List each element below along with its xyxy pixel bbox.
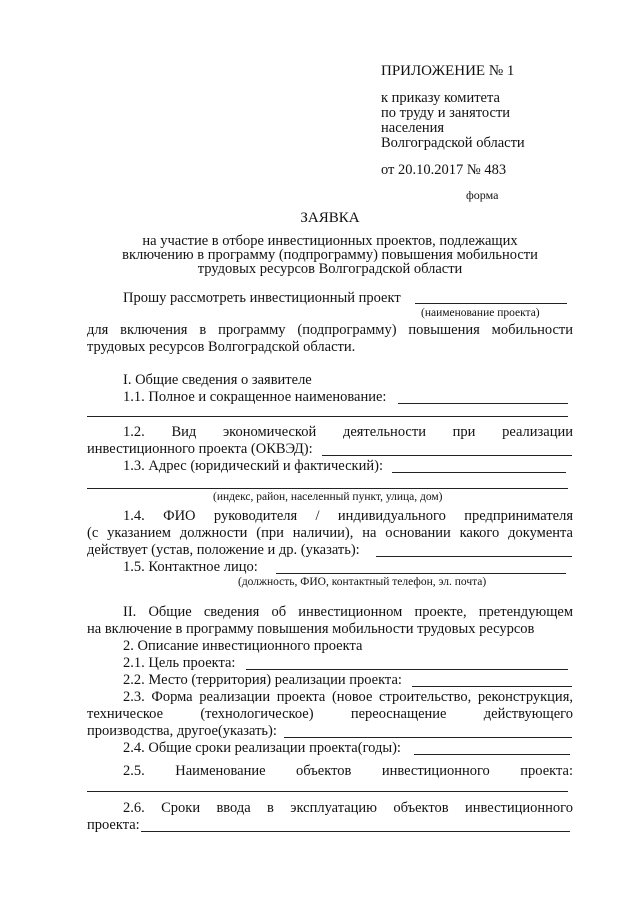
director-field[interactable] (376, 556, 572, 557)
section-2-heading-line-2: на включение в программу повышения мобильности трудовых ресурсов (87, 621, 535, 637)
full-name-field-continued[interactable] (87, 416, 568, 417)
project-objects-field[interactable] (87, 791, 568, 792)
commissioning-terms-field[interactable] (141, 831, 570, 832)
item-2-3-line-2: техническое (технологическое) переоснащение действующего (87, 706, 573, 722)
project-goal-field[interactable] (246, 669, 568, 670)
section-2-heading-line-1: II. Общие сведения об инвестиционном проекте, претендующем (123, 604, 573, 620)
order-line-2: по труду и занятости (381, 105, 511, 121)
contact-person-field[interactable] (276, 573, 566, 574)
full-name-field[interactable] (398, 403, 568, 404)
document-title: ЗАЯВКА (300, 210, 360, 226)
item-2-2-label: 2.2. Место (территория) реализации проекта: (123, 672, 402, 688)
project-name-hint: (наименование проекта) (421, 307, 540, 319)
item-2-3-line-3: производства, другое(указать): (87, 723, 277, 739)
appendix-title: ПРИЛОЖЕНИЕ № 1 (381, 63, 515, 79)
form-label: форма (466, 188, 499, 202)
request-line-3: трудовых ресурсов Волгоградской области. (87, 339, 356, 355)
request-line-2: для включения в программу (подпрограмму) повышения мобильности (87, 322, 573, 338)
title-line-1: на участие в отборе инвестиционных проектов, подлежащих (142, 233, 518, 249)
order-line-4: Волгоградской области (381, 135, 525, 151)
item-2-1-label: 2.1. Цель проекта: (123, 655, 236, 671)
project-location-field[interactable] (412, 686, 572, 687)
item-2-6-line-2: проекта: (87, 817, 140, 833)
okved-field[interactable] (322, 455, 572, 456)
item-1-2-line-1: 1.2. Вид экономической деятельности при реализации (123, 424, 573, 440)
item-1-4-line-1: 1.4. ФИО руководителя / индивидуального предпринимателя (123, 508, 573, 524)
item-1-4-line-3: действует (устав, положение и др. (указать): (87, 542, 360, 558)
address-field-continued[interactable] (87, 488, 568, 489)
item-1-4-line-2: (с указанием должности (при наличии), на основании какого документа (87, 525, 573, 541)
order-line-3: населения (381, 120, 445, 136)
item-2-4-label: 2.4. Общие сроки реализации проекта(годы): (123, 740, 401, 756)
item-2-5-label: 2.5. Наименование объектов инвестиционного проекта: (123, 763, 573, 779)
order-line-1: к приказу комитета (381, 90, 500, 106)
address-field[interactable] (392, 472, 566, 473)
item-2-6-line-1: 2.6. Сроки ввода в эксплуатацию объектов инвестиционного (123, 800, 573, 816)
item-1-5-label: 1.5. Контактное лицо: (123, 559, 258, 575)
item-2-label: 2. Описание инвестиционного проекта (123, 638, 363, 654)
item-1-3-label: 1.3. Адрес (юридический и фактический): (123, 458, 383, 474)
title-line-3: трудовых ресурсов Волгоградской области (197, 261, 463, 277)
address-hint: (индекс, район, населенный пункт, улица, дом) (213, 491, 443, 503)
project-terms-field[interactable] (414, 754, 570, 755)
project-name-field[interactable] (415, 303, 567, 304)
implementation-form-field[interactable] (284, 737, 572, 738)
title-line-2: включению в программу (подпрограмму) повышения мобильности (122, 247, 538, 263)
contact-person-hint: (должность, ФИО, контактный телефон, эл. почта) (238, 576, 487, 588)
section-1-heading: I. Общие сведения о заявителе (123, 372, 312, 388)
order-date: от 20.10.2017 № 483 (381, 162, 507, 178)
item-1-2-line-2: инвестиционного проекта (ОКВЭД): (87, 441, 313, 457)
request-lead: Прошу рассмотреть инвестиционный проект (123, 290, 401, 306)
item-2-3-line-1: 2.3. Форма реализации проекта (новое строительство, реконструкция, (123, 689, 573, 705)
item-1-1-label: 1.1. Полное и сокращенное наименование: (123, 389, 387, 405)
